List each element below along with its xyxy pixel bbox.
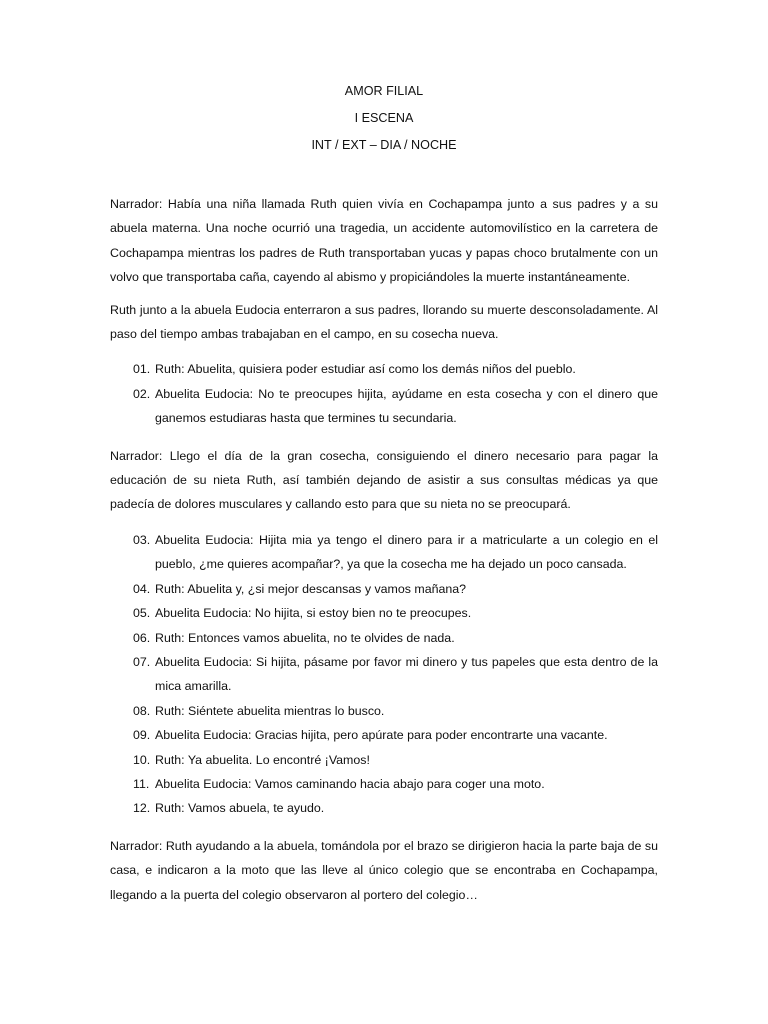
dialog-line-number-text: 01. (133, 362, 151, 377)
dialog-line-number-text: 02. (133, 386, 151, 401)
dialog-line (110, 796, 658, 820)
dialog-list-a (110, 357, 658, 430)
dialog-line (110, 382, 658, 431)
dialog-line-number (110, 626, 155, 650)
dialog-line-text: Ruth: Vamos abuela, te ayudo. (155, 801, 325, 816)
dialog-line-number-text: 04. (133, 581, 151, 596)
document-title: AMOR FILIAL (344, 84, 424, 98)
dialog-line-number-text: 12. (133, 801, 151, 816)
dialog-line-number (110, 748, 155, 772)
narrator-paragraph-1: Narrador: Había una niña llamada Ruth quien vivía en Cochapampa junto a sus padres y a su abuela materna. Una noche ocurrió una tragedia, un accidente automovilístico en la carretera de Cochapampa mientras los padres de Ruth transportaban yucas y papas choco brutalmente con un volvo que transportaba caña, cayendo al abismo y propiciándoles la muerte instantáneamente. (110, 197, 658, 285)
dialog-line-number-text: 03. (133, 532, 151, 547)
dialog-line-number (110, 357, 155, 381)
dialog-line-text: Abuelita Eudocia: No te preocupes hijita, ayúdame en esta cosecha y con el dinero que ganemos estudiaras hasta que termines tu secundaria. (155, 386, 658, 426)
dialog-line (110, 601, 658, 625)
dialog-line (110, 650, 658, 699)
dialog-line-number-text: 10. (133, 752, 151, 767)
dialog-line-text: Ruth: Ya abuelita. Lo encontré ¡Vamos! (155, 752, 370, 767)
dialog-line-number-text: 11. (133, 776, 150, 791)
dialog-line-text: Ruth: Siéntete abuelita mientras lo busco. (155, 703, 385, 718)
dialog-line (110, 723, 658, 747)
dialog-line-number-text: 07. (133, 654, 151, 669)
dialog-line-text: Ruth: Entonces vamos abuelita, no te olvides de nada. (155, 630, 455, 645)
dialog-line-number-text: 08. (133, 703, 151, 718)
dialog-line-text: Ruth: Abuelita, quisiera poder estudiar así como los demás niños del pueblo. (155, 362, 576, 377)
dialog-line-text: Abuelita Eudocia: Gracias hijita, pero apúrate para poder encontrarte una vacante. (155, 728, 608, 743)
dialog-line-text: Abuelita Eudocia: Vamos caminando hacia abajo para coger una moto. (155, 776, 545, 791)
dialog-line (110, 528, 658, 577)
dialog-line (110, 699, 658, 723)
dialog-line-text: Ruth: Abuelita y, ¿si mejor descansas y vamos mañana? (155, 581, 467, 596)
dialog-list-b (110, 528, 658, 821)
dialog-line-number-text: 05. (133, 606, 151, 621)
dialog-line-number-text: 06. (133, 630, 151, 645)
scene-heading: I ESCENA (354, 111, 414, 125)
dialog-line (110, 357, 658, 381)
setting-heading: INT / EXT – DIA / NOCHE (311, 138, 457, 152)
dialog-line-number (110, 577, 155, 601)
dialog-line-number (110, 382, 155, 406)
dialog-line (110, 577, 658, 601)
dialog-line-number (110, 601, 155, 625)
paragraph-2: Ruth junto a la abuela Eudocia enterraron a sus padres, llorando su muerte desconsoladamente. Al paso del tiempo ambas trabajaban en el campo, en su cosecha nueva. (110, 302, 658, 342)
dialog-line-number (110, 796, 155, 820)
dialog-line-text: Abuelita Eudocia: Si hijita, pásame por favor mi dinero y tus papeles que esta dentro de la mica amarilla. (155, 654, 658, 694)
dialog-line (110, 772, 658, 796)
dialog-line-number (110, 650, 155, 674)
dialog-line-number (110, 699, 155, 723)
dialog-line-text: Abuelita Eudocia: Hijita mia ya tengo el dinero para ir a matricularte a un colegio en el pueblo, ¿me quieres acompañar?, ya que la cosecha me ha dejado un poco cansada. (155, 532, 658, 572)
dialog-line-number-text: 09. (133, 728, 151, 743)
dialog-line-number (110, 772, 155, 796)
document-page (110, 84, 658, 907)
dialog-line-text: Abuelita Eudocia: No hijita, si estoy bien no te preocupes. (155, 606, 472, 621)
dialog-line-number (110, 528, 155, 552)
narrator-paragraph-4: Narrador: Ruth ayudando a la abuela, tomándola por el brazo se dirigieron hacia la parte baja de su casa, e indicaron a la moto que las lleve al único colegio que se encontraba en Cochapampa, llegando a la puerta del colegio observaron al portero del colegio… (110, 838, 658, 902)
dialog-line-number (110, 723, 155, 747)
dialog-line (110, 748, 658, 772)
dialog-line (110, 626, 658, 650)
narrator-paragraph-3: Narrador: Llego el día de la gran cosecha, consiguiendo el dinero necesario para pagar la educación de su nieta Ruth, así también dejando de asistir a sus consultas médicas ya que padecía de dolores musculares y callando esto para que su nieta no se preocupará. (110, 448, 658, 512)
